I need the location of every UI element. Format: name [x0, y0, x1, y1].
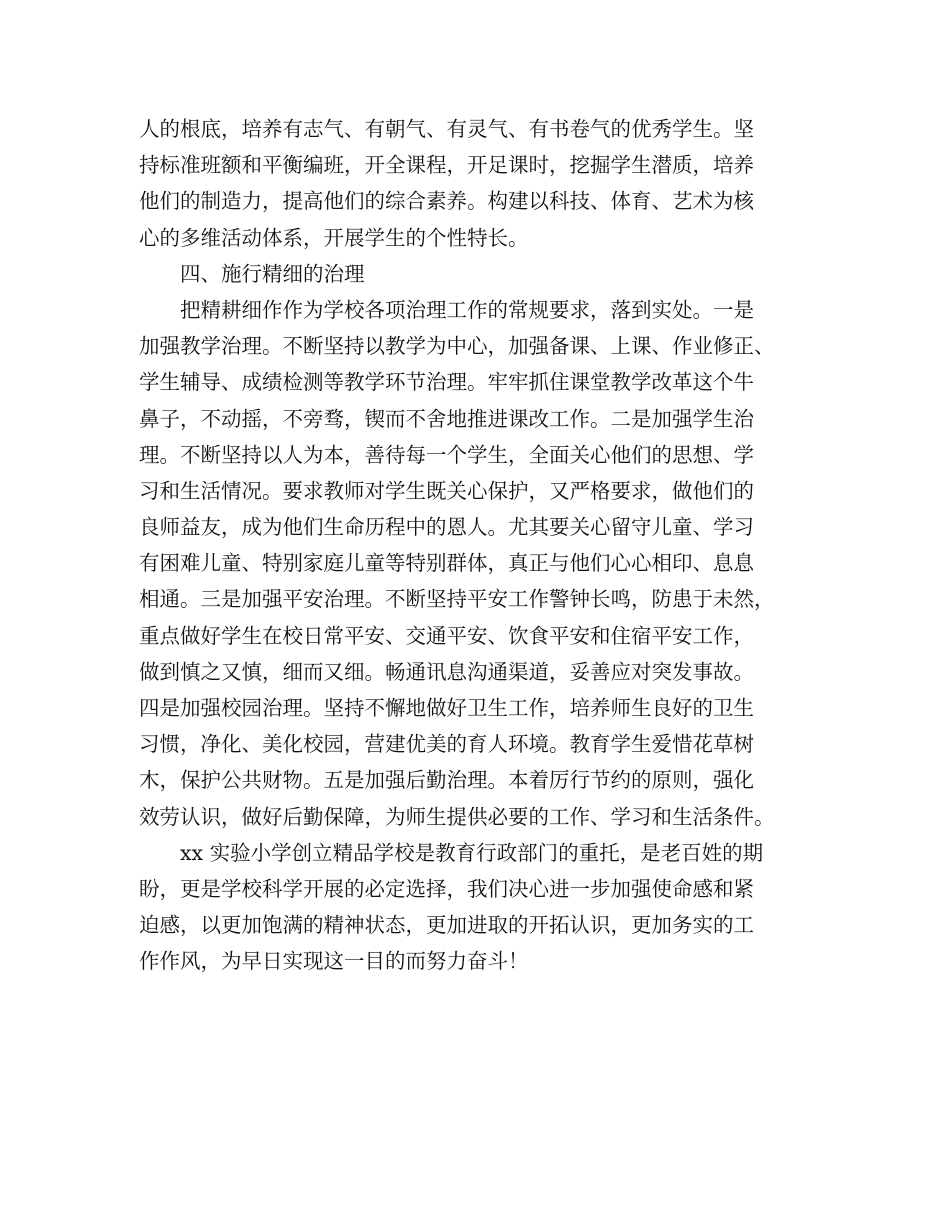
- text-line: 理。不断坚持以人为本，善待每一个学生，全面关心他们的思想、学: [139, 442, 754, 467]
- text-line: 鼻子，不动摇，不旁骛，锲而不舍地推进课改工作。二是加强学生治: [139, 406, 754, 431]
- text-line: 迫感，以更加饱满的精神状态，更加进取的开拓认识，更加务实的工: [139, 913, 754, 938]
- paragraph-3: [139, 835, 839, 980]
- text-line: 有困难儿童、特别家庭儿童等特别群体，真正与他们心心相印、息息: [139, 551, 754, 576]
- paragraph-1: [139, 111, 839, 256]
- text-line: 他们的制造力，提高他们的综合素养。构建以科技、体育、艺术为核: [139, 189, 754, 214]
- text-line: 心的多维活动体系，开展学生的个性特长。: [139, 225, 529, 250]
- document-body: [139, 111, 839, 980]
- text-line: 人的根底，培养有志气、有朝气、有灵气、有书卷气的优秀学生。坚: [139, 117, 754, 141]
- text-line: 习惯，净化、美化校园，营建优美的育人环境。教育学生爱惜花草树: [139, 732, 754, 757]
- text-line: 把精耕细作作为学校各项治理工作的常规要求，落到实处。一是: [180, 297, 754, 322]
- text-line: 四是加强校园治理。坚持不懈地做好卫生工作，培养师生良好的卫生: [139, 696, 754, 720]
- text-line: 习和生活情况。要求教师对学生既关心保护，又严格要求，做他们的: [139, 478, 754, 503]
- text-line: 盼，更是学校科学开展的必定选择，我们决心进一步加强使命感和紧: [139, 876, 754, 901]
- text-line: 学生辅导、成绩检测等教学环节治理。牢牢抓住课堂教学改革这个牛: [139, 370, 754, 395]
- paragraph-2: [139, 292, 839, 835]
- text-line: 持标准班额和平衡编班，开全课程，开足课时，挖掘学生潜质，培养: [139, 153, 754, 178]
- text-line: 相通。三是加强平安治理。不断坚持平安工作警钟长鸣，防患于未然，: [139, 587, 775, 612]
- text-line: 做到慎之又慎，细而又细。畅通讯息沟通渠道，妥善应对突发事故。: [139, 659, 754, 684]
- section-heading: 四、施行精细的治理: [180, 261, 365, 286]
- text-line: 效劳认识，做好后勤保障，为师生提供必要的工作、学习和生活条件。: [139, 804, 775, 829]
- text-line: 良师益友，成为他们生命历程中的恩人。尤其要关心留守儿童、学习: [139, 515, 754, 540]
- text-line: 作作风，为早日实现这一目的而努力奋斗！: [139, 949, 529, 974]
- text-line: 木，保护公共财物。五是加强后勤治理。本着厉行节约的原则，强化: [139, 768, 754, 793]
- text-line: 加强教学治理。不断坚持以教学为中心，加强备课、上课、作业修正、: [139, 334, 775, 359]
- text-line: 重点做好学生在校日常平安、交通平安、饮食平安和住宿平安工作，: [139, 623, 754, 648]
- text-line: xx 实验小学创立精品学校是教育行政部门的重托，是老百姓的期: [180, 840, 764, 865]
